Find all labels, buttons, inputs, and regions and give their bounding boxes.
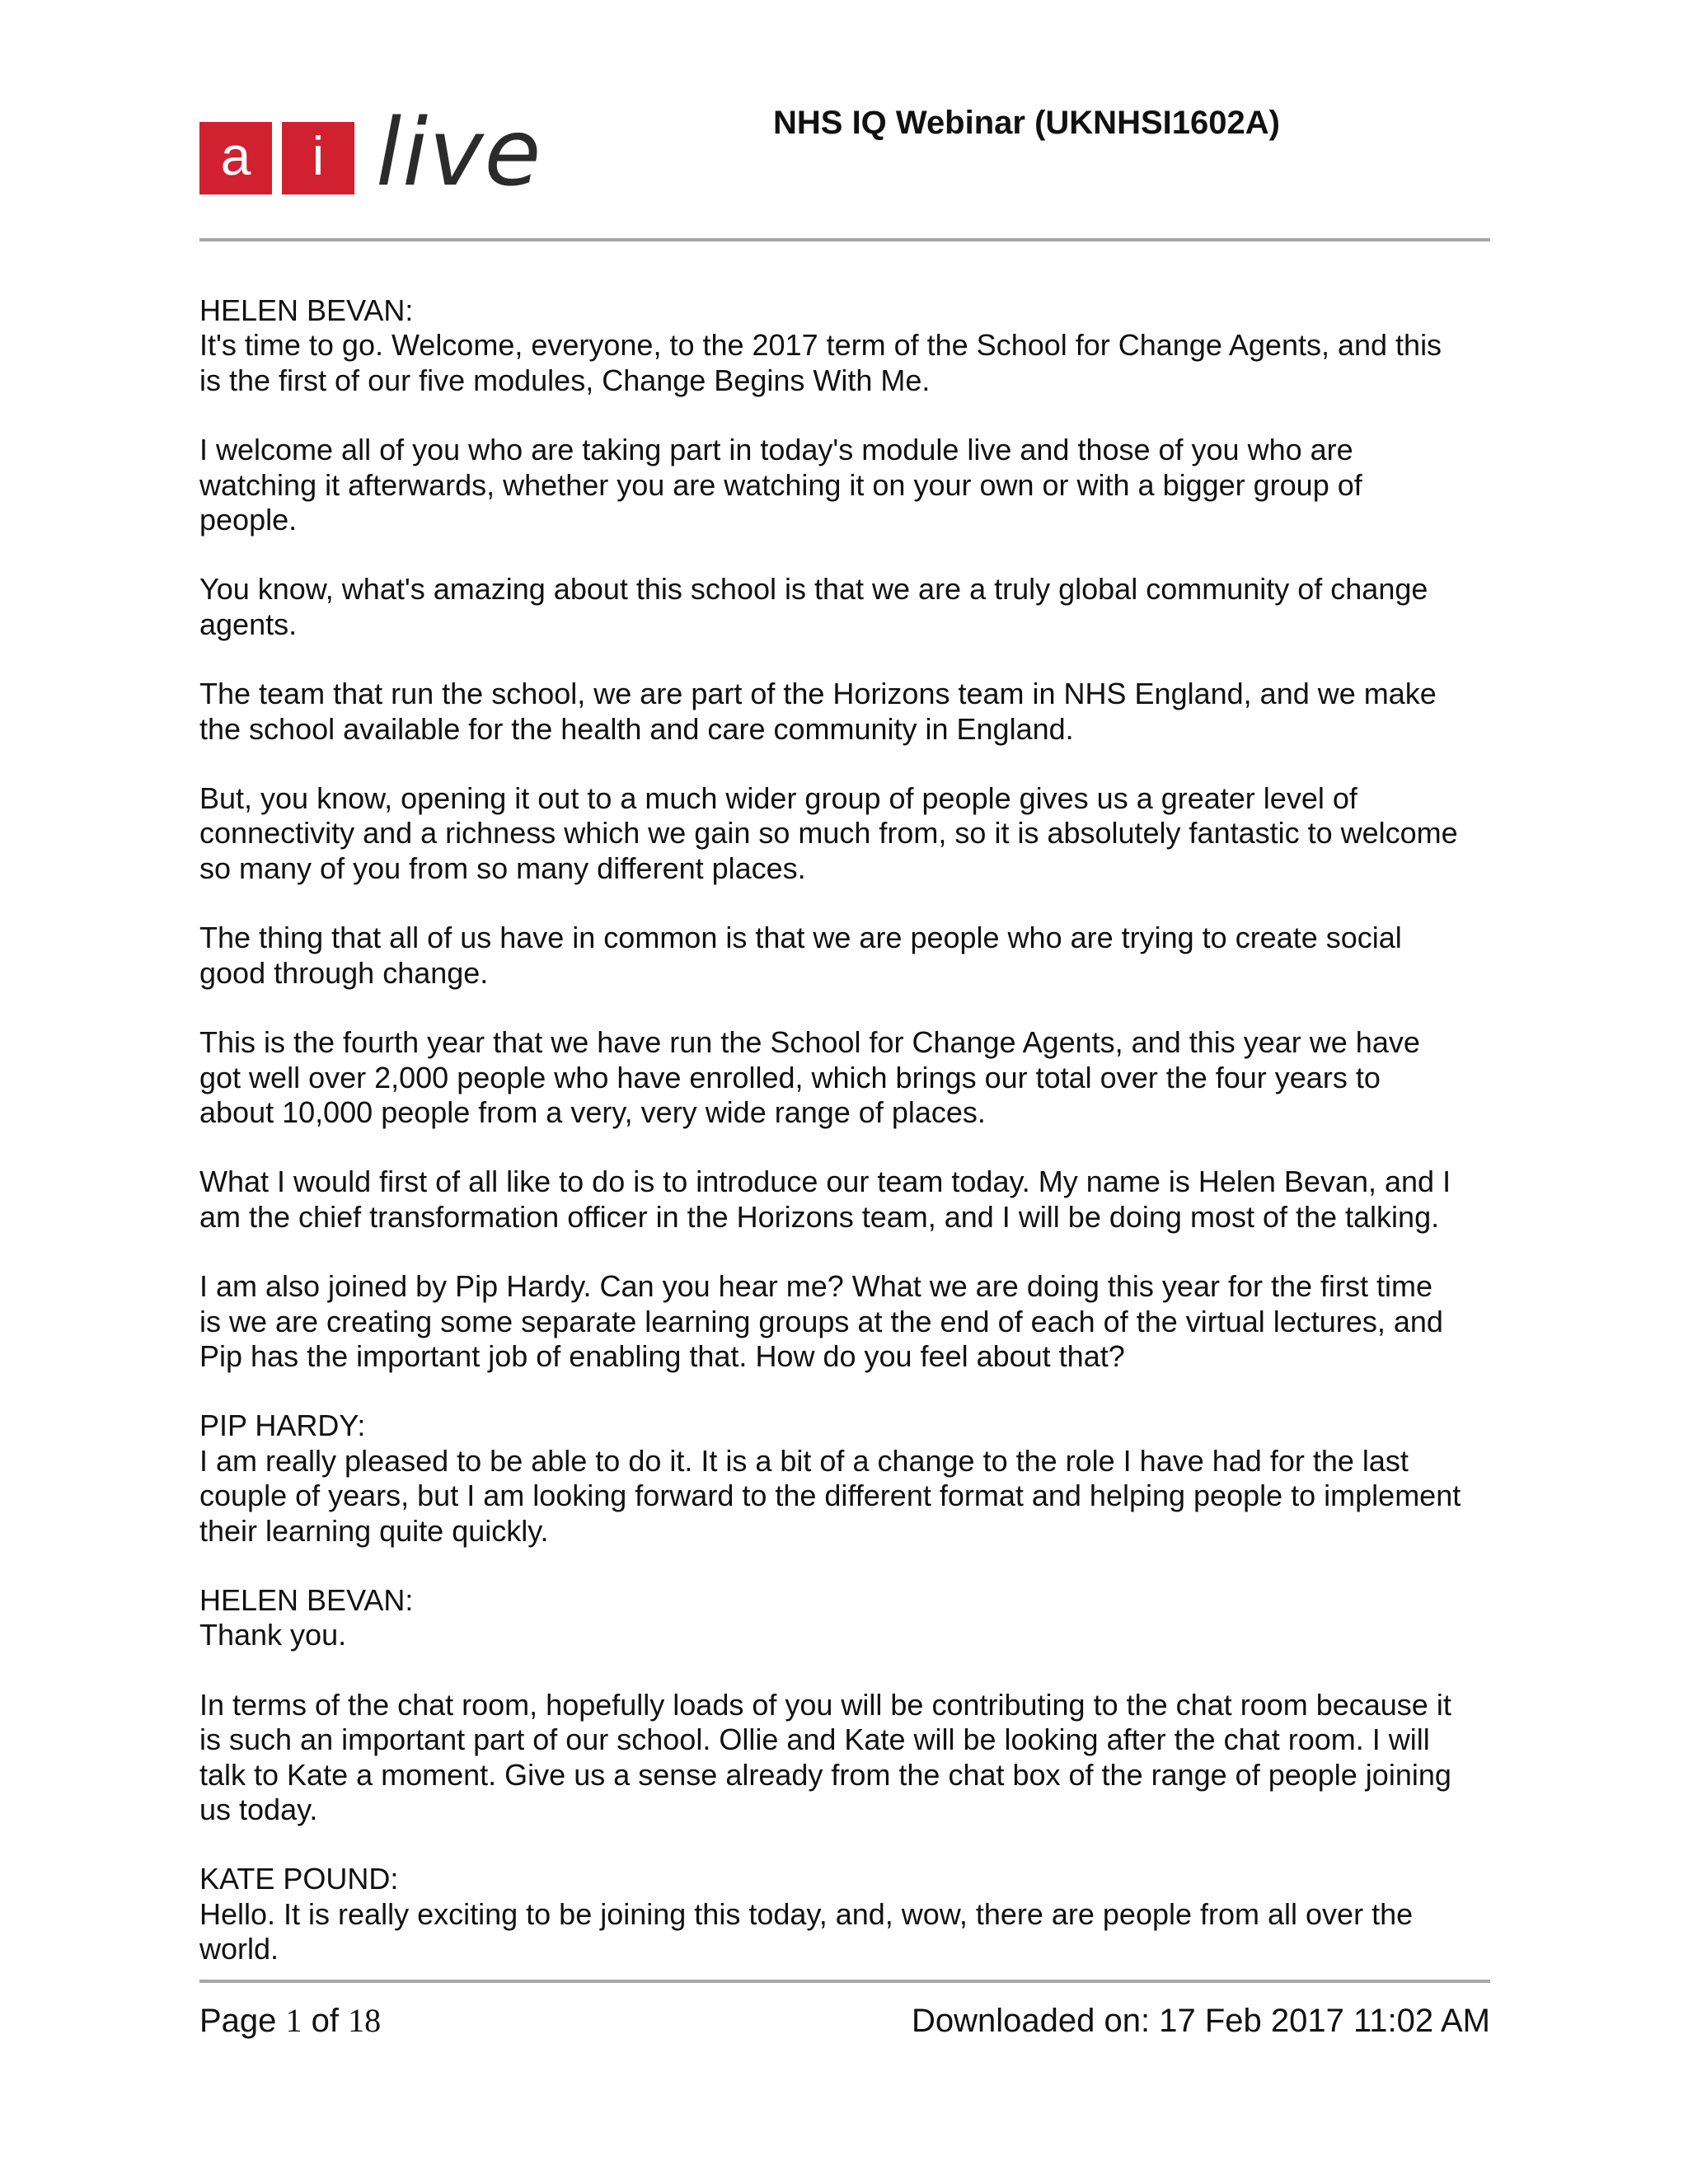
ai-live-logo (199, 100, 542, 213)
speaker-name: HELEN BEVAN: (199, 293, 414, 327)
download-timestamp: Downloaded on: 17 Feb 2017 11:02 AM (912, 2003, 1490, 2039)
page-of: of (311, 2003, 340, 2039)
transcript-paragraph: But, you know, opening it out to a much wider group of people gives us a greater level of connectivity and a richness which we gain so much from, so it is absolutely fantastic to welcome so many of you from so many different places. (199, 781, 1458, 885)
page-header (199, 99, 1490, 206)
transcript-paragraph: I am also joined by Pip Hardy. Can you hear me? What we are doing this year for the first time is we are creating some separate learning groups at the end of each of the virtual lectures, and Pip has the important job of enabling that. How do you feel about that? (199, 1269, 1443, 1373)
document-title: NHS IQ Webinar (UKNHSI1602A) (773, 105, 1280, 141)
transcript-block (199, 1688, 1490, 1828)
speaker-name: KATE POUND: (199, 1862, 399, 1896)
logo-word-live: live (376, 100, 542, 207)
page-current: 1 (285, 2002, 302, 2039)
transcript-block (199, 1408, 1490, 1549)
transcript-paragraph: I welcome all of you who are taking part in today's module live and those of you who are watching it afterwards, whether you are watching it on your own or with a bigger group of people. (199, 433, 1362, 537)
transcript-body (199, 293, 1490, 2002)
transcript-paragraph: I am really pleased to be able to do it. It is a bit of a change to the role I have had for the last couple of years, but I am looking forward to the different format and helping people to implement their learning quite quickly. (199, 1443, 1461, 1548)
transcript-block (199, 921, 1490, 991)
header-divider (199, 238, 1490, 241)
logo-letter-i: i (282, 122, 354, 194)
transcript-paragraph: This is the fourth year that we have run the School for Change Agents, and this year we have got well over 2,000 people who have enrolled, which brings our total over the four years to about 10,000 people from a very, very wide range of places. (199, 1025, 1420, 1129)
transcript-paragraph: The thing that all of us have in common is that we are people who are trying to create social good through change. (199, 921, 1402, 990)
transcript-block (199, 293, 1490, 398)
transcript-paragraph: The team that run the school, we are part of the Horizons team in NHS England, and we make the school available for the health and care community in England. (199, 677, 1437, 746)
speaker-name: PIP HARDY: (199, 1408, 366, 1443)
footer-divider (199, 1980, 1490, 1983)
transcript-paragraph: In terms of the chat room, hopefully loads of you will be contributing to the chat room because it is such an important part of our school. Ollie and Kate will be looking after the chat room. I will talk to Kate a moment. Give us a sense already from the chat box of the range of people joining us today. (199, 1687, 1451, 1826)
transcript-paragraph: You know, what's amazing about this school is that we are a truly global community of change agents. (199, 572, 1428, 641)
transcript-block (199, 1025, 1490, 1130)
transcript-paragraph: Thank you. (199, 1618, 347, 1652)
transcript-block (199, 1862, 1490, 1966)
transcript-paragraph: Hello. It is really exciting to be joining this today, and, wow, there are people from all over the world. (199, 1896, 1414, 1966)
transcript-block (199, 433, 1490, 537)
page-prefix: Page (199, 2003, 277, 2039)
logo-letter-a: a (199, 122, 272, 194)
transcript-block (199, 1165, 1490, 1235)
transcript-block (199, 1583, 1490, 1653)
transcript-block (199, 572, 1490, 642)
speaker-name: HELEN BEVAN: (199, 1582, 414, 1617)
page-total: 18 (348, 2002, 382, 2039)
page-number (199, 1999, 381, 2042)
transcript-block (199, 1269, 1490, 1374)
transcript-paragraph: What I would first of all like to do is to introduce our team today. My name is Helen Bevan, and I am the chief transformation officer in the Horizons team, and I will be doing most of the talking. (199, 1165, 1451, 1234)
transcript-block (199, 781, 1490, 886)
transcript-paragraph: It's time to go. Welcome, everyone, to the 2017 term of the School for Change Agents, and this is the first of our five modules, Change Begins With Me. (199, 328, 1442, 397)
transcript-block (199, 677, 1490, 747)
